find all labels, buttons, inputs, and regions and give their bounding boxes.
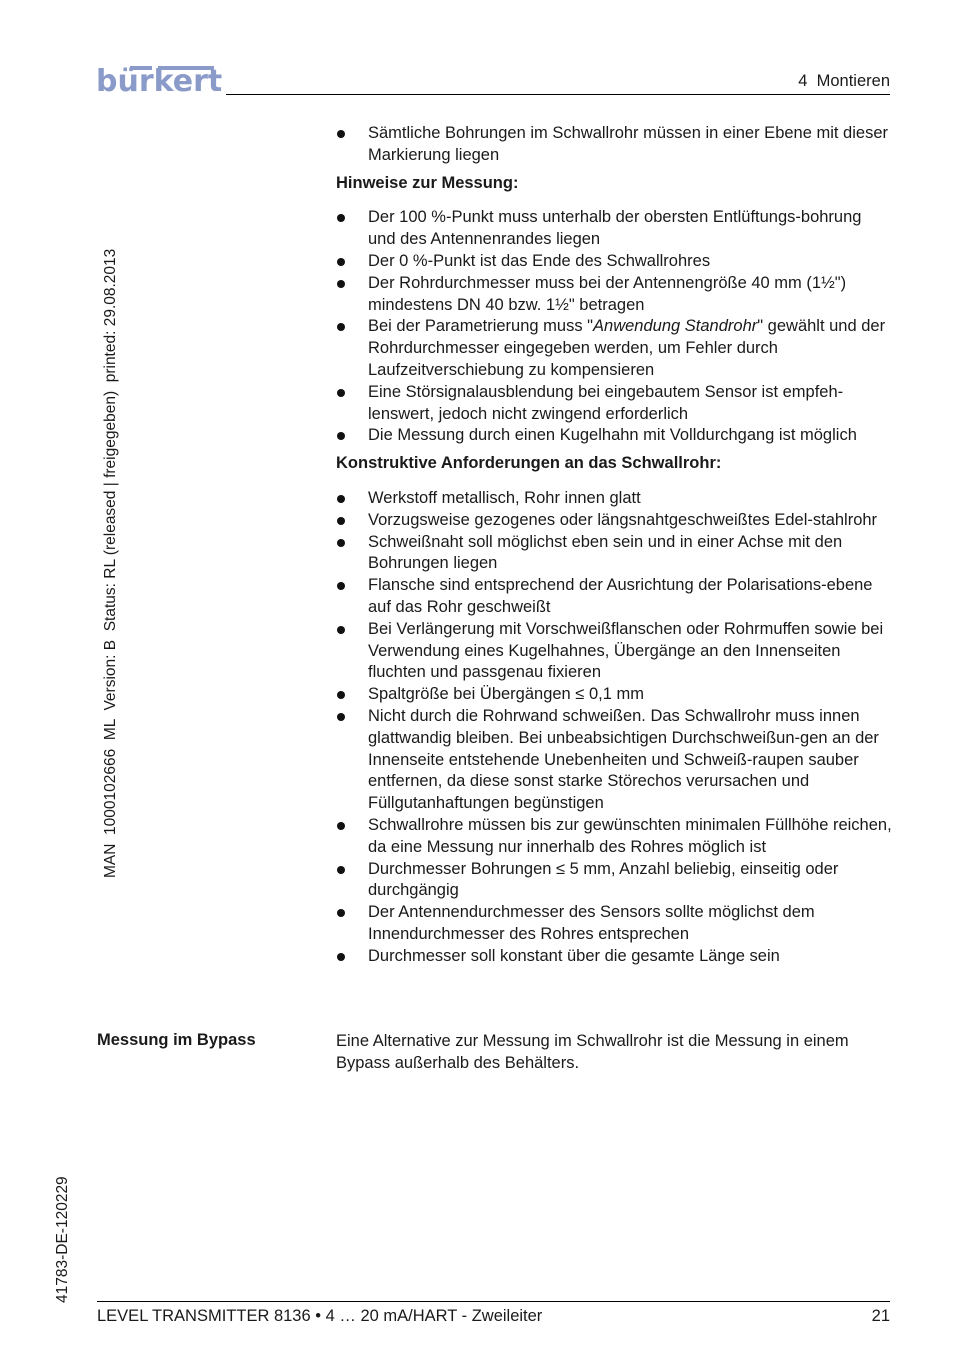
section-heading-construction-requirements: Konstruktive Anforderungen an das Schwallrohr: (336, 454, 722, 473)
list-item: Der Rohrdurchmesser muss bei der Antennengröße 40 mm (1½") mindestens DN 40 bzw. 1½" betragen (336, 273, 892, 317)
bypass-side-heading: Messung im Bypass (97, 1031, 256, 1049)
list-item: Schweißnaht soll möglichst eben sein und in einer Achse mit den Bohrungen liegen (336, 532, 892, 576)
footer-rule (97, 1301, 890, 1302)
page-number: 21 (871, 1307, 890, 1325)
param-emphasis: Anwendung Standrohr (593, 317, 758, 336)
list-item: Vorzugsweise gezogenes oder längsnahtgeschweißtes Edel-stahlrohr (336, 510, 892, 532)
list-item: Bei Verlängerung mit Vorschweißflanschen oder Rohrmuffen sowie bei Verwendung eines Kugelhahnes, Übergänge an den Innenseiten fluchten und passgenau fixieren (336, 619, 892, 684)
list-item: Eine Störsignalausblendung bei eingebautem Sensor ist empfeh-lenswert, jedoch nicht zwingend erforderlich (336, 382, 892, 426)
bypass-paragraph: Eine Alternative zur Messung im Schwallrohr ist die Messung in einem Bypass außerhalb des Behälters. (336, 1032, 849, 1072)
burkert-logo (96, 64, 223, 100)
intro-bullet-list (336, 123, 892, 167)
list-item: Flansche sind entsprechend der Ausrichtung der Polarisations-ebene auf das Rohr geschweißt (336, 575, 892, 619)
measurement-notes-list (336, 207, 892, 447)
list-item: Durchmesser soll konstant über die gesamte Länge sein (336, 946, 892, 968)
list-item: Der Antennendurchmesser des Sensors sollte möglichst dem Innendurchmesser des Rohres entsprechen (336, 902, 892, 946)
document-id: 41783-DE-120229 (54, 1176, 71, 1303)
list-item: Der 100 %-Punkt muss unterhalb der obersten Entlüftungs-bohrung und des Antennenrandes liegen (336, 207, 892, 251)
section-heading-measurement-notes: Hinweise zur Messung: (336, 173, 519, 192)
list-item: Durchmesser Bohrungen ≤ 5 mm, Anzahl beliebig, einseitig oder durchgängig (336, 859, 892, 903)
list-item: Spaltgröße bei Übergängen ≤ 0,1 mm (336, 684, 892, 706)
header-rule (226, 94, 890, 95)
list-item: Werkstoff metallisch, Rohr innen glatt (336, 488, 892, 510)
list-item: Sämtliche Bohrungen im Schwallrohr müssen in einer Ebene mit dieser Markierung liegen (336, 123, 892, 167)
chapter-heading: 4 Montieren (798, 72, 890, 90)
list-item: Der 0 %-Punkt ist das Ende des Schwallrohres (336, 251, 892, 273)
list-item: Die Messung durch einen Kugelhahn mit Volldurchgang ist möglich (336, 425, 892, 447)
footer-product-title: LEVEL TRANSMITTER 8136 • 4 … 20 mA/HART - Zweileiter (97, 1307, 543, 1325)
logo-wordmark: bürkert (96, 64, 223, 99)
document-status-text: MAN 1000102666 ML Version: B Status: RL (released | freigegeben) printed: 29.08.2013 (102, 248, 119, 878)
construction-requirements-list (336, 488, 892, 968)
list-item (336, 316, 892, 381)
list-item: Schwallrohre müssen bis zur gewünschten minimalen Füllhöhe reichen, da eine Messung nur innerhalb des Rohres möglich ist (336, 815, 892, 859)
param-text-before: Bei der Parametrierung muss " (368, 317, 594, 336)
param-text-after: " gewählt und der Rohrdurchmesser eingegeben werden, um Fehler durch Laufzeitverschiebung zu kompensieren (368, 317, 886, 379)
list-item: Nicht durch die Rohrwand schweißen. Das Schwallrohr muss innen glattwandig bleiben. Bei unbeabsichtigen Durchschweißun-gen an der Innenseite entstehende Unebenheiten und Schweiß-raupen sauber entfernen, da diese sonst starke Störechos verursachen und Füllgutanhaftungen begünstigen (336, 706, 892, 815)
main-content (336, 123, 892, 967)
